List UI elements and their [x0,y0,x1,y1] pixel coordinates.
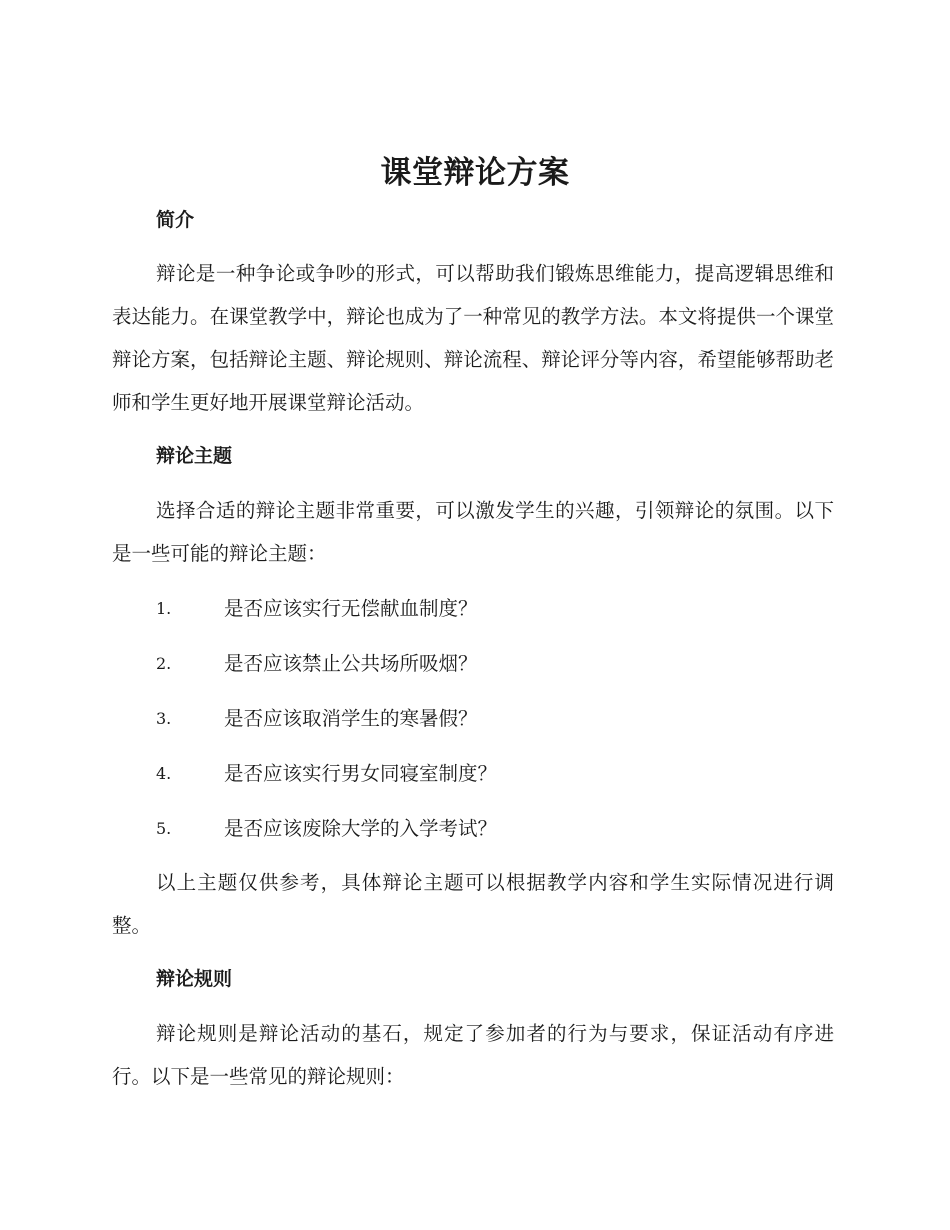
list-item-text: 是否应该废除大学的入学考试？ [224,817,498,840]
list-item-number: 1. [156,599,172,618]
section-heading-intro: 简介 [156,209,195,231]
topics-paragraph: 选择合适的辩论主题非常重要，可以激发学生的兴趣，引领辩论的氛围。以下是一些可能的辩论主题： [112,499,834,565]
list-item-text: 是否应该实行无偿献血制度？ [224,597,478,620]
rules-paragraph: 辩论规则是辩论活动的基石，规定了参加者的行为与要求，保证活动有序进行。以下是一些常见的辩论规则： [112,1022,834,1088]
list-item-number: 3. [156,709,172,728]
list-item-number: 5. [156,819,172,838]
section-heading-topics: 辩论主题 [156,445,233,467]
list-item-number: 2. [156,654,172,673]
section-heading-rules: 辩论规则 [156,968,233,990]
document-title: 课堂辩论方案 [380,155,570,191]
list-item-text: 是否应该实行男女同寝室制度？ [224,762,498,785]
list-item-text: 是否应该禁止公共场所吸烟？ [224,652,478,675]
intro-paragraph: 辩论是一种争论或争吵的形式，可以帮助我们锻炼思维能力，提高逻辑思维和表达能力。在课堂教学中，辩论也成为了一种常见的教学方法。本文将提供一个课堂辩论方案，包括辩论主题、辩论规则、辩论流程、辩论评分等内容，希望能够帮助老师和学生更好地开展课堂辩论活动。 [112,262,834,414]
list-item-number: 4. [156,764,172,783]
topics-closing-paragraph: 以上主题仅供参考，具体辩论主题可以根据教学内容和学生实际情况进行调整。 [112,871,834,937]
list-item-text: 是否应该取消学生的寒暑假？ [224,707,478,730]
